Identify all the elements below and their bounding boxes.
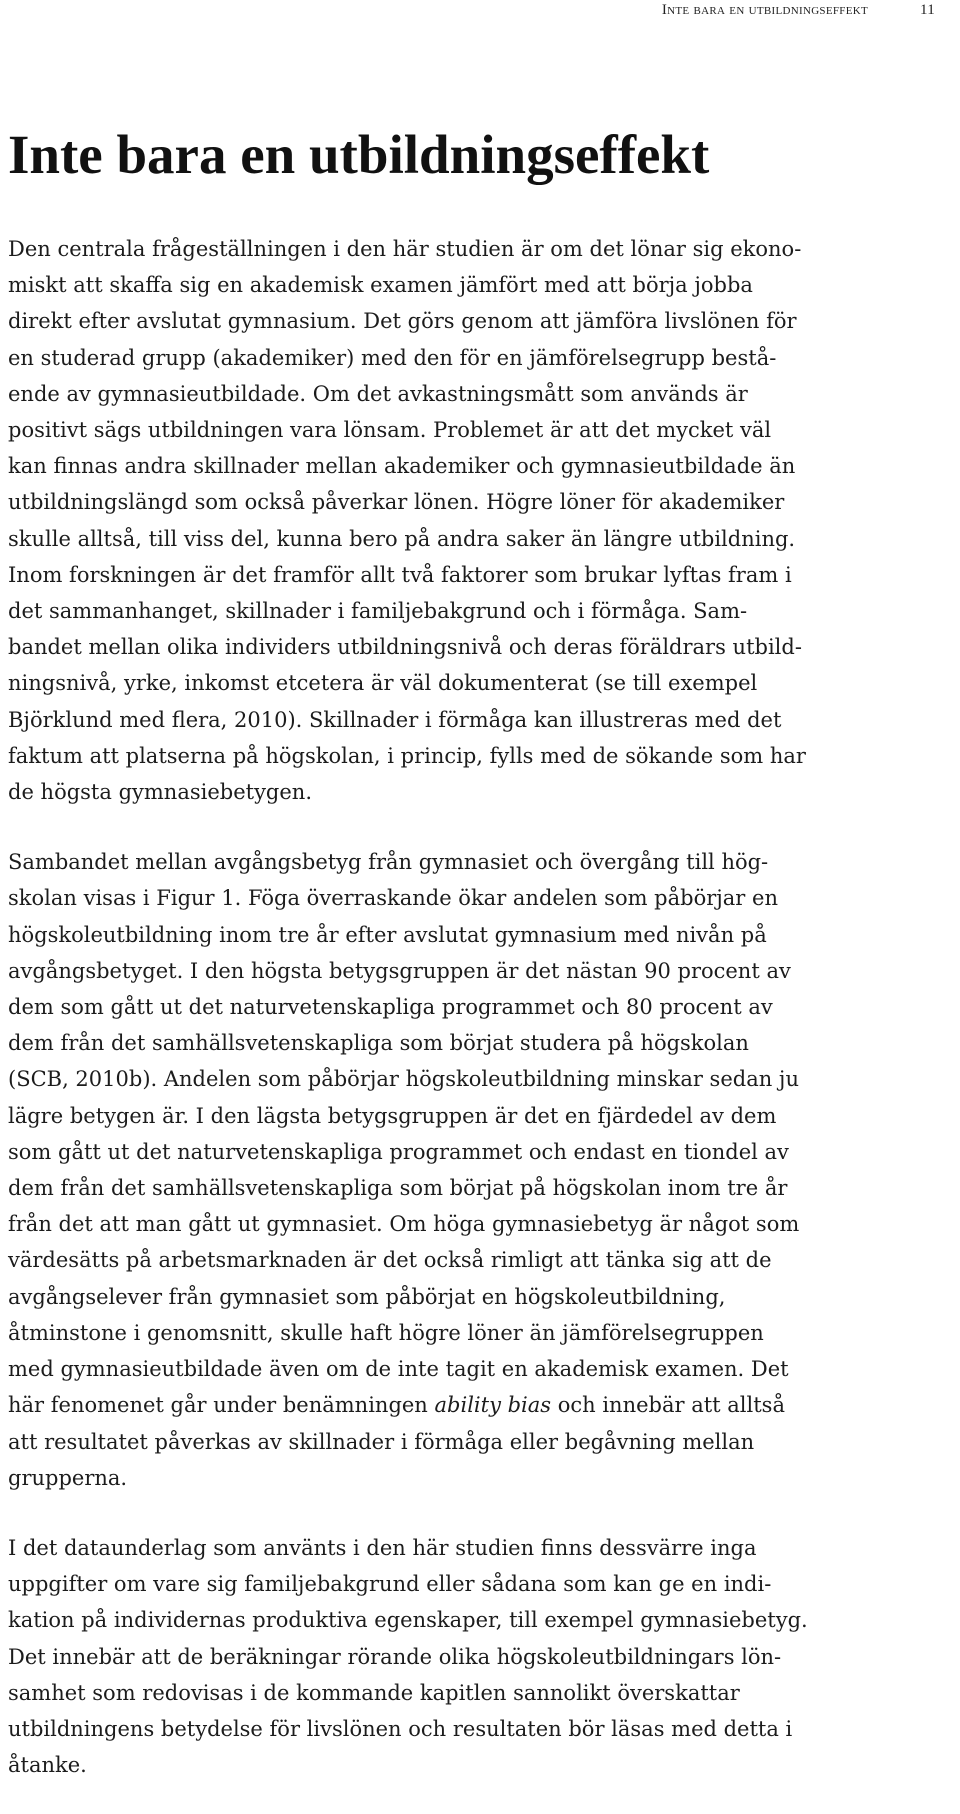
page-number: 11 [919, 2, 935, 18]
paragraph-2 [8, 844, 954, 1496]
text-line: miskt att skaffa sig en akademisk examen jämfört med att börja jobba [8, 273, 753, 298]
text-line: kation på individernas produktiva egenskaper, till exempel gymnasiebetyg. [8, 1608, 808, 1633]
text-line: lägre betygen är. I den lägsta betygsgruppen är det en fjärdedel av dem [8, 1103, 777, 1128]
text-line: avgångselever från gymnasiet som påbörjat en högskoleutbildning, [8, 1284, 726, 1309]
text-line: Björklund med flera, 2010). Skillnader i förmåga kan illustreras med det [8, 707, 782, 732]
text-line: ningsnivå, yrke, inkomst etcetera är väl dokumenterat (se till exempel [8, 671, 758, 696]
text-line: ende av gymnasieutbildade. Om det avkastningsmått som används är [8, 381, 748, 406]
text-line: faktum att platserna på högskolan, i princip, fylls med de sökande som har [8, 743, 806, 768]
running-header [0, 0, 960, 24]
text-line: kan finnas andra skillnader mellan akademiker och gymnasieutbildade än [8, 454, 796, 479]
text-line: dem från det samhällsvetenskapliga som börjat studera på högskolan [8, 1031, 749, 1056]
text-line: det sammanhanget, skillnader i familjebakgrund och i förmåga. Sam- [8, 599, 748, 624]
text-line: från det att man gått ut gymnasiet. Om höga gymnasiebetyg är något som [8, 1212, 800, 1237]
text-line: dem från det samhällsvetenskapliga som börjat på högskolan inom tre år [8, 1176, 788, 1201]
paragraph-1 [8, 231, 954, 810]
running-title: Inte bara en utbildningseffekt [661, 2, 868, 18]
text-line: Det innebär att de beräkningar rörande olika högskoleutbildningars lön- [8, 1644, 782, 1669]
text-line: direkt efter avslutat gymnasium. Det görs genom att jämföra livslönen för [8, 309, 797, 334]
text-line: åtanke. [8, 1753, 87, 1778]
text-line: skolan visas i Figur 1. Föga överraskande ökar andelen som påbörjar en [8, 886, 778, 911]
text-line: med gymnasieutbildade även om de inte tagit en akademisk examen. Det [8, 1357, 789, 1382]
text-line: högskoleutbildning inom tre år efter avslutat gymnasium med nivån på [8, 922, 767, 947]
text-line: åtminstone i genomsnitt, skulle haft högre löner än jämförelsegruppen [8, 1320, 764, 1345]
text-line: positivt sägs utbildningen vara lönsam. Problemet är att det mycket väl [8, 418, 772, 443]
line-segment: här fenomenet går under benämningen [8, 1393, 435, 1418]
text-line: uppgifter om vare sig familjebakgrund eller sådana som kan ge en indi- [8, 1572, 772, 1597]
text-line: att resultatet påverkas av skillnader i förmåga eller begåvning mellan [8, 1429, 755, 1454]
text-line: Sambandet mellan avgångsbetyg från gymnasiet och övergång till hög- [8, 850, 769, 875]
text-line: Inom forskningen är det framför allt två faktorer som brukar lyftas fram i [8, 562, 792, 587]
text-line: samhet som redovisas i de kommande kapitlen sannolikt överskattar [8, 1680, 740, 1705]
text-line: (SCB, 2010b). Andelen som påbörjar högskoleutbildning minskar sedan ju [8, 1067, 799, 1092]
section-title: Inte bara en utbildningseffekt [8, 124, 710, 185]
paragraph-gap [8, 1496, 954, 1530]
line-segment: och innebär att alltså [551, 1393, 785, 1418]
text-line: avgångsbetyget. I den högsta betygsgruppen är det nästan 90 procent av [8, 958, 791, 983]
text-line: I det dataunderlag som använts i den här studien finns dessvärre inga [8, 1535, 757, 1560]
text-line: som gått ut det naturvetenskapliga programmet och endast en tiondel av [8, 1139, 789, 1164]
body-text [8, 231, 954, 1783]
text-line: de högsta gymnasiebetygen. [8, 780, 312, 805]
text-line: bandet mellan olika individers utbildningsnivå och deras föräldrars utbild- [8, 635, 802, 660]
text-line: grupperna. [8, 1465, 128, 1490]
text-line: skulle alltså, till viss del, kunna bero på andra saker än längre utbildning. [8, 526, 796, 551]
paragraph-3 [8, 1530, 954, 1783]
text-line: utbildningslängd som också påverkar lönen. Högre löner för akademiker [8, 490, 785, 515]
text-line: Den centrala frågeställningen i den här studien är om det lönar sig ekono- [8, 237, 802, 261]
text-line: dem som gått ut det naturvetenskapliga programmet och 80 procent av [8, 995, 773, 1020]
text-line: en studerad grupp (akademiker) med den för en jämförelsegrupp bestå- [8, 345, 777, 370]
text-line: utbildningens betydelse för livslönen och resultaten bör läsas med detta i [8, 1716, 793, 1741]
text-line: värdesätts på arbetsmarknaden är det också rimligt att tänka sig att de [8, 1248, 772, 1273]
text-line-with-term [8, 1387, 954, 1423]
paragraph-gap [8, 810, 954, 844]
italic-term: ability bias [434, 1393, 552, 1418]
